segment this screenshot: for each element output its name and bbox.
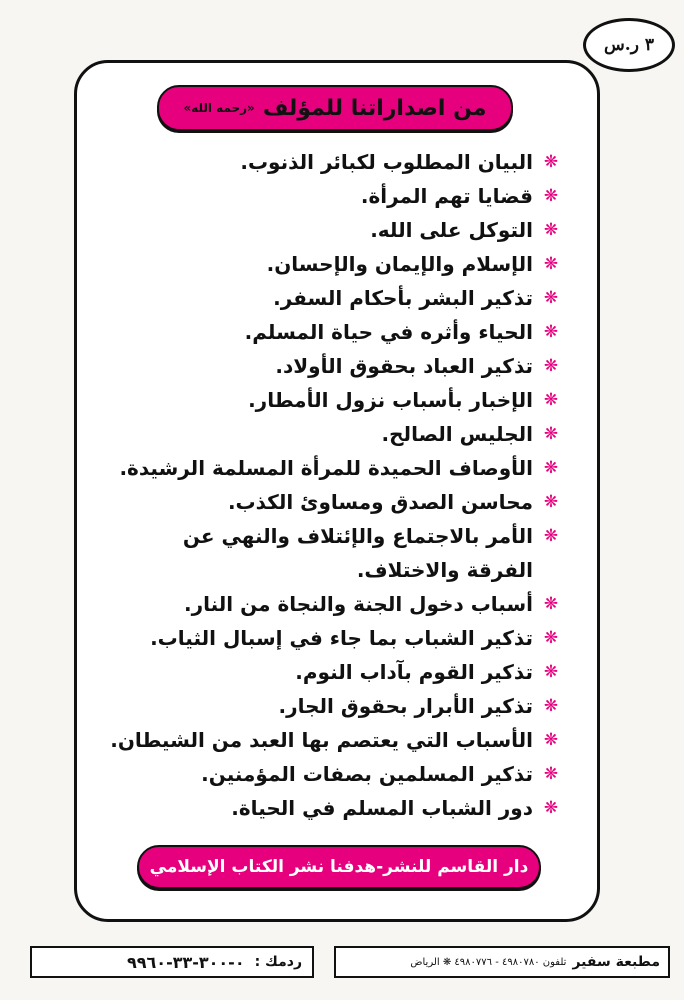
list-item [119,417,559,451]
star-bullet-icon: ❋ [543,288,559,308]
star-bullet-icon: ❋ [543,798,559,818]
star-bullet-icon: ❋ [543,186,559,206]
book-title: الإخبار بأسباب نزول الأمطار. [248,388,533,412]
isbn-box [30,946,314,978]
book-title: تذكير المسلمين بصفات المؤمنين. [201,762,533,786]
star-bullet-icon: ❋ [543,696,559,716]
list-item [119,655,559,689]
list-item [119,621,559,655]
isbn-label: ردمك : [254,954,302,970]
star-bullet-icon: ❋ [543,492,559,512]
star-bullet-icon: ❋ [543,628,559,648]
list-item [119,587,559,621]
list-item [119,213,559,247]
list-item [119,349,559,383]
list-item [119,485,559,519]
printer-info: تلفون ٤٩٨٠٧٨٠ - ٤٩٨٠٧٧٦ ❋ الرياض [410,956,567,968]
book-title: تذكير العباد بحقوق الأولاد. [275,354,533,378]
star-bullet-icon: ❋ [543,730,559,750]
list-item [119,281,559,315]
star-bullet-icon: ❋ [543,152,559,172]
book-title: الإسلام والإيمان والإحسان. [266,252,533,276]
list-item [119,757,559,791]
star-bullet-icon: ❋ [543,424,559,444]
star-bullet-icon: ❋ [543,594,559,614]
list-item [119,179,559,213]
book-list-frame [74,60,600,922]
list-item [119,145,559,179]
book-title: تذكير الأبرار بحقوق الجار. [278,694,533,718]
book-title: دور الشباب المسلم في الحياة. [231,796,533,820]
book-title: الأمر بالاجتماع والإئتلاف والنهي عن الفرقة والاختلاف. [182,524,533,582]
star-bullet-icon: ❋ [543,356,559,376]
book-title: تذكير الشباب بما جاء في إسبال الثياب. [150,626,533,650]
book-title: التوكل على الله. [370,218,533,242]
book-title: الأوصاف الحميدة للمرأة المسلمة الرشيدة. [119,456,533,480]
book-title: أسباب دخول الجنة والنجاة من النار. [184,592,533,616]
star-bullet-icon: ❋ [543,390,559,410]
book-title: الحياء وأثره في حياة المسلم. [244,320,533,344]
book-title: قضايا تهم المرأة. [360,184,533,208]
header-banner [157,85,513,131]
star-bullet-icon: ❋ [543,254,559,274]
book-list [110,145,559,825]
list-item [119,519,559,587]
star-bullet-icon: ❋ [543,662,559,682]
list-item [119,791,559,825]
list-item [119,247,559,281]
header-subtitle: «رحمه الله» [183,101,255,115]
printer-name: مطبعة سفير [572,954,660,970]
list-item [119,383,559,417]
star-bullet-icon: ❋ [543,526,559,546]
list-item [119,689,559,723]
book-title: البيان المطلوب لكبائر الذنوب. [240,150,533,174]
book-title: تذكير القوم بآداب النوم. [295,660,533,684]
book-title: تذكير البشر بأحكام السفر. [273,286,533,310]
header-title: من اصداراتنا للمؤلف [262,95,487,121]
isbn-value: ٠-٣٠٠-٣٣-٩٩٦٠ [127,952,245,972]
publisher-banner: دار القاسم للنشر-هدفنا نشر الكتاب الإسلامي [137,845,541,889]
book-title: الجليس الصالح. [381,422,533,446]
printer-box [334,946,670,978]
star-bullet-icon: ❋ [543,458,559,478]
book-title: محاسن الصدق ومساوئ الكذب. [227,490,533,514]
book-title: الأسباب التي يعتصم بها العبد من الشيطان. [110,728,533,752]
list-item [110,723,559,757]
list-item [119,315,559,349]
star-bullet-icon: ❋ [543,764,559,784]
list-item [119,451,559,485]
page-number-badge: ٣ ر.س [583,18,675,72]
star-bullet-icon: ❋ [543,220,559,240]
star-bullet-icon: ❋ [543,322,559,342]
